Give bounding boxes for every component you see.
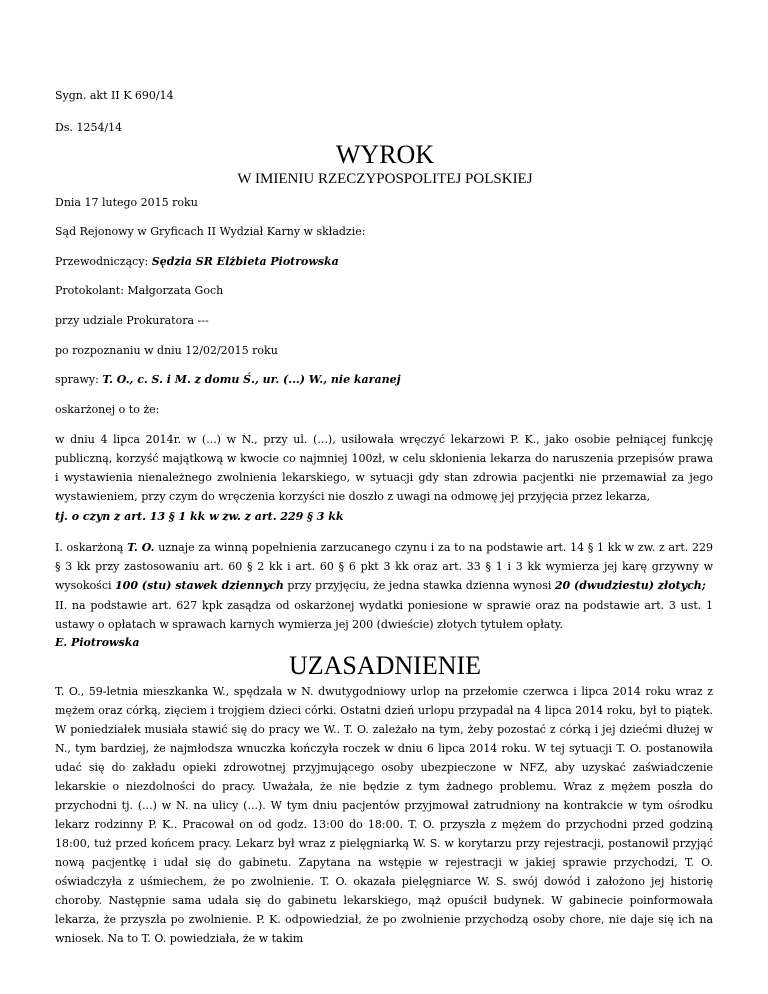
ds-number: Ds. 1254/14: [55, 121, 123, 134]
offence-line: tj. o czyn z art. 13 § 1 kk w zw. z art. 229 § 3 kk: [55, 510, 344, 523]
signature: E. Piotrowska: [55, 636, 140, 649]
chair-line: [55, 253, 339, 271]
justification-paragraph: T. O., 59-letnia mieszkanka W., spędzała w N. dwutygodniowy urlop na przełomie czerwca i lipca 2014 roku wraz z mężem oraz córką, zięciem i trojgiem dzieci córki. Ostatni dzień urlopu przypadał na 4 lipca 2014 roku, był to piątek. W poniedziałek musiała stawić się do pracy we W.. T. O. zależało na tym, żeby pozostać z córką i jej dziećmi dłużej w N., tym bardziej, że najmłodsza wnuczka kończyła roczek w dniu 6 lipca 2014 roku. W tej sytuacji T. O. postanowiła udać się do zakładu opieki zdrowotnej przyjmującego osoby ubezpieczone w NFZ, aby uzyskać zaświadczenie lekarskie o niezdolności do pracy. Uważała, że nie będzie z tym żadnego problemu. Wraz z mężem poszła do przychodni tj. (...) w N. na ulicy (...). W tym dniu pacjentów przyjmował zatrudniony na kontrakcie w tym ośrodku lekarz rodzinny P. K.. Pracował on od godz. 13:00 do 18:00. T. O. przyszła z mężem do przychodni przed godziną 18:00, tuż przed końcem pracy. Lekarz był wraz z pielęgniarką W. S. w korytarzu przy rejestracji, postanowił przyjąć nową pacjentkę i udał się do gabinetu. Zapytana na wstępie w rejestracji w jakiej sprawie przychodzi, T. O. oświadczyła z uśmiechem, że po zwolnienie. T. O. okazała pielęgniarce W. S. swój dowód i założono jej historię choroby. Następnie sama udała się do gabinetu lekarskiego, mąż opuścił budynek. W gabinecie poinformowała lekarza, że przyszła po zwolnienie. P. K. odpowiedział, że po zwolnienie przychodzą osoby chore, nie daje się ich na wniosek. Na to T. O. powiedziała, że w takim: [55, 685, 713, 945]
court-line: Sąd Rejonowy w Gryficach II Wydział Karny w składzie:: [55, 225, 366, 238]
case-line: [55, 371, 401, 389]
verdict-point-2: II. na podstawie art. 627 kpk zasądza od oskarżonej wydatki poniesione w sprawie oraz na podstawie art. 3 ust. 1 ustawy o opłatach w sprawach karnych wymierza jej 200 (dwieście) złotych tytułem opłaty.: [55, 599, 713, 631]
case-defendant: T. O., c. S. i M. z domu Ś., ur. (...) W., nie karanej: [102, 373, 401, 386]
charged-line: oskarżonej o to że:: [55, 403, 160, 416]
justification-title: UZASADNIENIE: [288, 651, 482, 680]
prosecutor-line: przy udziale Prokuratora ---: [55, 314, 209, 327]
document-subtitle: W IMIENIU RZECZYPOSPOLITEJ POLSKIEJ: [237, 171, 533, 187]
date-line: Dnia 17 lutego 2015 roku: [55, 196, 198, 209]
verdict-1-text-e: przy przyjęciu, że jedna stawka dzienna wynosi: [283, 579, 555, 592]
document-title: WYROK: [335, 140, 435, 169]
charge-paragraph: w dniu 4 lipca 2014r. w (...) w N., przy ul. (...), usiłowała wręczyć lekarzowi P. K., jako osobie pełniącej funkcję publiczną, korzyść majątkową w kwocie co najmniej 100zł, w celu skłonienia lekarza do naruszenia przepisów prawa i wystawienia nienależnego zwolnienia lekarskiego, w sytuacji gdy stan zdrowia pacjentki nie przemawiał za jego wystawieniem, przy czym do wręczenia korzyści nie doszło z uwagi na odmowę jej przyjęcia przez lekarza,: [55, 433, 713, 503]
case-signature: Sygn. akt II K 690/14: [55, 89, 174, 102]
verdict-point-1: [55, 538, 713, 595]
case-label: sprawy:: [55, 373, 103, 386]
chair-label: Przewodniczący:: [55, 255, 152, 268]
verdict-1-defendant: T. O.: [127, 541, 155, 554]
verdict-1-fine-rate: 20 (dwudziestu) złotych;: [554, 579, 706, 592]
chair-name: Sędzia SR Elżbieta Piotrowska: [151, 255, 339, 268]
verdict-1-text-a: I. oskarżoną: [55, 541, 128, 554]
clerk-line: Protokolant: Małgorzata Goch: [55, 284, 224, 297]
verdict-1-fine-units: 100 (stu) stawek dziennych: [115, 579, 284, 592]
verdict-1-text-c: uznaje za winną popełnienia zarzucanego czynu i za to na podstawie art. 14 § 1 kk w zw. z art. 229 § 3 kk przy zastosowaniu art. 60 § 2 kk i art. 60 § 6 pkt 3 kk oraz art. 33 § 1 i 3 kk wymierza jej karę grzywny w wysokości: [55, 541, 713, 592]
hearing-line: po rozpoznaniu w dniu 12/02/2015 roku: [55, 344, 278, 357]
